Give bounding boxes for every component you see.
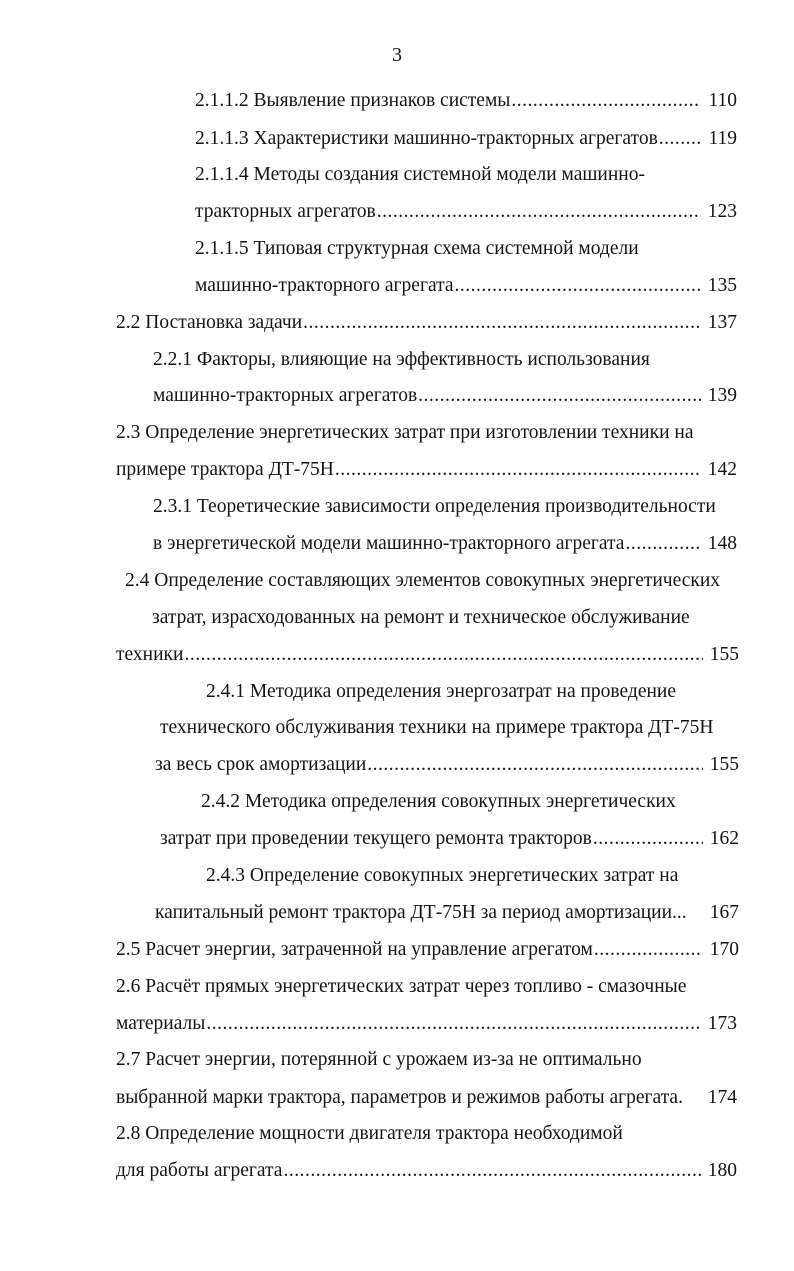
toc-entry-title-line: 2.6 Расчёт прямых энергетических затрат через топливо - смазочные xyxy=(116,976,687,997)
toc-entry-title: выбранной марки трактора, параметров и режимов работы агрегата. xyxy=(116,1087,683,1108)
toc-entry-title: машинно-тракторных агрегатов xyxy=(153,385,418,406)
toc-entry-title: 2.1.1.3 Характеристики машинно-тракторных агрегатов xyxy=(195,128,658,149)
toc-entry-page: 148 xyxy=(707,533,737,554)
dot-leader xyxy=(625,529,700,559)
toc-entry-page: 167 xyxy=(709,902,739,923)
dot-leader xyxy=(377,197,701,227)
dot-leader xyxy=(418,381,701,411)
toc-entry-title: капитальный ремонт трактора ДТ-75Н за период амортизации... xyxy=(155,902,687,923)
toc-entry-page: 119 xyxy=(708,128,737,149)
toc-entry-title: для работы агрегата xyxy=(116,1160,283,1181)
toc-entry-title: материалы xyxy=(116,1013,206,1034)
toc-entry-title: 2.5 Расчет энергии, затраченной на управление агрегатом xyxy=(116,939,593,960)
toc-entry xyxy=(195,86,737,116)
toc-entry-title: 2.1.1.2 Выявление признаков системы xyxy=(195,90,511,111)
toc-entry xyxy=(116,455,737,485)
toc-entry xyxy=(116,1009,737,1039)
toc-entry xyxy=(195,271,737,301)
toc-entry xyxy=(116,1083,737,1113)
toc-entry-title-line: 2.1.1.4 Методы создания системной модели машинно- xyxy=(195,164,645,185)
toc-entry-title-line: 2.8 Определение мощности двигателя трактора необходимой xyxy=(116,1123,623,1144)
dot-leader xyxy=(184,640,702,670)
toc-entry-title: в энергетической модели машинно-тракторного агрегата xyxy=(153,533,625,554)
toc-entry xyxy=(195,124,737,154)
toc-entry xyxy=(155,898,739,928)
dot-leader xyxy=(455,271,701,301)
toc-entry xyxy=(116,935,739,965)
dot-leader xyxy=(367,750,702,780)
dot-leader xyxy=(283,1156,700,1186)
page-number: 3 xyxy=(392,44,402,66)
toc-entry xyxy=(116,308,737,338)
dot-leader xyxy=(206,1009,700,1039)
dot-leader xyxy=(593,824,703,854)
toc-entry-title: машинно-тракторного агрегата xyxy=(195,275,454,296)
toc-entry-page: 135 xyxy=(707,275,737,296)
toc-entry-title-line: 2.7 Расчет энергии, потерянной с урожаем из-за не оптимально xyxy=(116,1049,642,1070)
toc-entry-title-line: 2.2.1 Факторы, влияющие на эффективность использования xyxy=(153,349,650,370)
toc-entry-page: 180 xyxy=(707,1160,737,1181)
toc-entry-page: 110 xyxy=(708,90,737,111)
toc-entry-title: 2.2 Постановка задачи xyxy=(116,312,303,333)
toc-entry-title-line: 2.1.1.5 Типовая структурная схема системной модели xyxy=(195,238,639,259)
toc-entry-title-line: технического обслуживания техники на примере трактора ДТ-75Н xyxy=(160,717,714,738)
toc-entry xyxy=(116,1156,737,1186)
toc-entry-page: 173 xyxy=(707,1013,737,1034)
dot-leader xyxy=(303,308,701,338)
toc-entry-page: 170 xyxy=(709,939,739,960)
toc-entry-title: примере трактора ДТ-75Н xyxy=(116,459,334,480)
toc-entry-title: за весь срок амортизации xyxy=(155,754,367,775)
toc-entry-title-line: 2.4.2 Методика определения совокупных энергетических xyxy=(201,791,676,812)
toc-entry-title-line: 2.4.1 Методика определения энергозатрат на проведение xyxy=(206,681,677,702)
toc-entry xyxy=(160,824,739,854)
dot-leader xyxy=(659,124,702,154)
toc-entry-title: тракторных агрегатов xyxy=(195,201,376,222)
toc-entry-title-line: 2.3 Определение энергетических затрат при изготовлении техники на xyxy=(116,422,694,443)
toc-entry xyxy=(153,529,737,559)
toc-entry-title: техники xyxy=(116,644,184,665)
dot-leader xyxy=(594,935,703,965)
toc-entry-page: 155 xyxy=(709,644,739,665)
dot-leader xyxy=(335,455,701,485)
toc-entry-title-line: 2.4.3 Определение совокупных энергетических затрат на xyxy=(206,865,679,886)
toc-entry-page: 137 xyxy=(707,312,737,333)
toc-entry-title-line: затрат, израсходованных на ремонт и техническое обслуживание xyxy=(152,607,690,628)
toc-entry-title-line: 2.4 Определение составляющих элементов совокупных энергетических xyxy=(125,570,721,591)
toc-entry-page: 142 xyxy=(707,459,737,480)
toc-entry-page: 174 xyxy=(707,1087,737,1108)
toc-entry xyxy=(155,750,739,780)
toc-entry-page: 162 xyxy=(709,828,739,849)
toc-entry xyxy=(195,197,737,227)
toc-entry xyxy=(116,640,739,670)
toc-entry-page: 155 xyxy=(709,754,739,775)
toc-entry-title-line: 2.3.1 Теоретические зависимости определения производительности xyxy=(153,496,716,517)
toc-entry xyxy=(153,381,737,411)
toc-entry-title: затрат при проведении текущего ремонта тракторов xyxy=(160,828,592,849)
dot-leader xyxy=(511,86,701,116)
toc-entry-page: 139 xyxy=(707,385,737,406)
toc-entry-page: 123 xyxy=(707,201,737,222)
